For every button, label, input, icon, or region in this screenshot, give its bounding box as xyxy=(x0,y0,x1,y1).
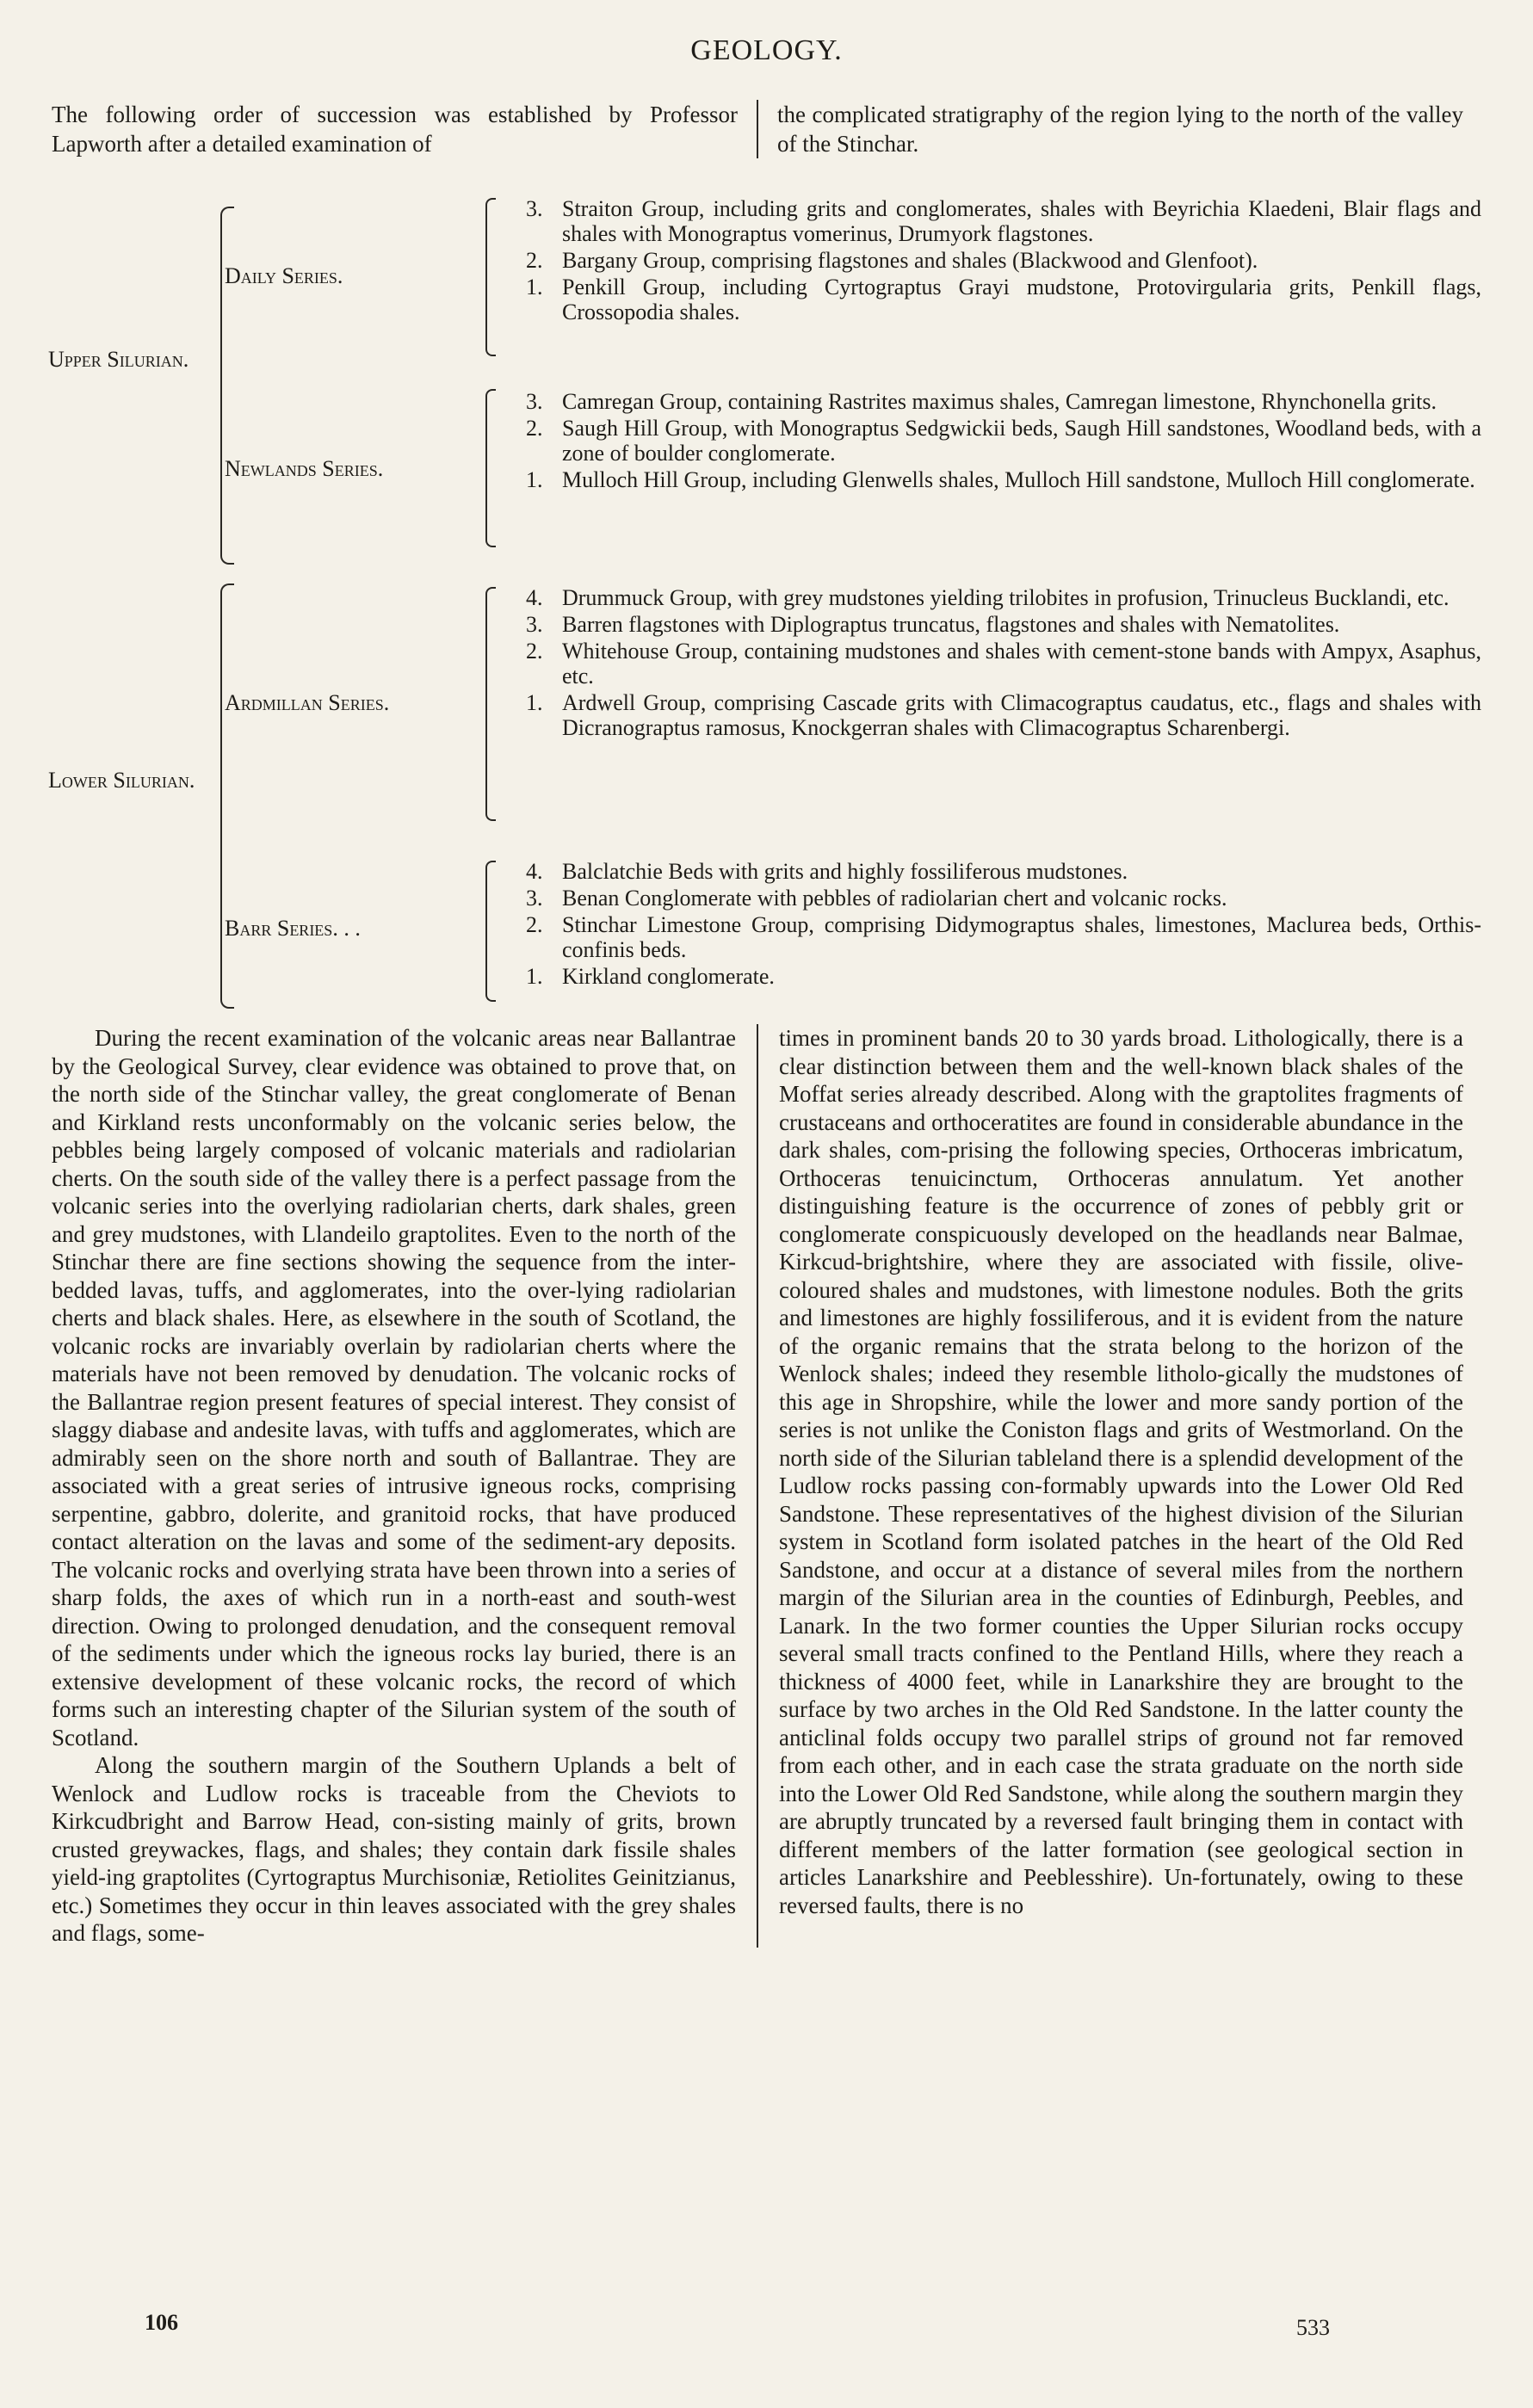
series-label-barr: Barr Series. . . xyxy=(225,916,361,941)
page-number-right: 533 xyxy=(1296,2315,1330,2340)
paragraph-continuation: times in prominent bands 20 to 30 yards broad. Lithologically, there is a clear distinction between them and the well-known black shales of the Moffat series already described. Along with the graptolites fragments of crustaceans and orthoceratites are found in considerable abundance in the dark shales, com-prising the following species, Orthoceras imbricatum, Orthoceras tenuicinctum, Orthoceras annulatum. Yet another distinguishing feature is the occurrence of zones of pebbly grit or conglomerate conspicuously developed on the headlands near Balmae, Kirkcud-brightshire, where they are associated with fissile, olive-coloured shales and mudstones, with limestone nodules. Both the grits and limestones are highly fossiliferous, and it is evident from the nature of the organic remains that the strata belong to the horizon of the Wenlock shales; indeed they resemble litholo-gically the mudstones of this age in Shropshire, while the lower and more sandy portion of the series is not unlike the Coniston flags and grits of Westmorland. On the north side of the Silurian tableland there is a splendid development of the Ludlow rocks passing con-formably upwards into the Lower Old Red Sandstone. These representatives of the highest division of the Silurian system in Scotland form isolated patches in the heart of the Old Red Sandstone, and occur at a distance of several miles from the northern margin of the Silurian area in the counties of Edinburgh, Peebles, and Lanark. In the two former counties the Upper Silurian rocks occupy several small tracts confined to the Pentland Hills, where they reach a thickness of 4000 feet, while in Lanarkshire they are brought to the surface by two arches in the Old Red Sandstone. In the latter county the anticlinal folds occupy two parallel strips of ground not far removed from each other, and in each case the strata graduate on the north side into the Lower Old Red Sandstone, while along the southern margin they are abruptly truncated by a reversed fault bringing them in contact with different members of the latter formation (see geological section in articles Lanarkshire and Peeblesshire). Un-fortunately, owing to these reversed faults, there is no xyxy=(779,1025,1463,1918)
entry-ardwell-group: 1. Ardwell Group, comprising Cascade grits with Climacograptus caudatus, etc., flags and shales with Dicranograptus ramosus, Knockgerran shales with Climacograptus Scharenbergi. xyxy=(526,690,1481,740)
entry-bargany-group: 2. Bargany Group, comprising flagstones and shales (Blackwood and Glenfoot). xyxy=(526,248,1258,273)
brace-ardmillan-series xyxy=(485,587,496,821)
entries-daily-series xyxy=(526,196,1481,326)
page-title: GEOLOGY. xyxy=(690,34,843,66)
succession-table xyxy=(48,189,1481,1016)
entry-kirkland-conglomerate: 1. Kirkland conglomerate. xyxy=(526,964,775,989)
entry-benan-conglomerate: 3. Benan Conglomerate with pebbles of radiolarian chert and volcanic rocks. xyxy=(526,886,1227,911)
intro-right-column: the complicated stratigraphy of the region lying to the north of the valley of the Stinchar. xyxy=(777,102,1463,157)
entry-whitehouse-group: 2. Whitehouse Group, containing mudstones and shales with cement-stone bands with Ampyx, Asaphus, etc. xyxy=(526,639,1481,688)
brace-lower-silurian xyxy=(220,583,234,1009)
entry-mulloch-hill-group: 1. Mulloch Hill Group, including Glenwells shales, Mulloch Hill sandstone, Mulloch Hill conglomerate. xyxy=(526,467,1475,492)
entries-ardmillan-series xyxy=(526,585,1481,742)
paragraph-ballantrae-volcanic: During the recent examination of the volcanic areas near Ballantrae by the Geological Survey, clear evidence was obtained to prove that, on the north side of the Stinchar valley, the great conglomerate of Benan and Kirkland rests unconformably on the volcanic series below, the pebbles being largely composed of volcanic materials and radiolarian cherts. On the south side of the valley there is a perfect passage from the volcanic series into the overlying radiolarian cherts, dark shales, green and grey mudstones, with Llandeilo graptolites. Even to the north of the Stinchar there are fine sections showing the sequence from the inter-bedded lavas, tuffs, and agglomerates, into the over-lying radiolarian cherts and black shales. Here, as elsewhere in the south of Scotland, the volcanic rocks are invariably overlain by radiolarian cherts where the materials have not been removed by denudation. The volcanic rocks of the Ballantrae region present features of special interest. They consist of slaggy diabase and andesite lavas, with tuffs and agglomerates, which are admirably seen on the shore north and south of Ballantrae. They are associated with a great series of intrusive igneous rocks, comprising serpentine, gabbro, dolerite, and granitoid rocks, that have produced contact alteration on the lavas and some of the sediment-ary deposits. The volcanic rocks and overlying strata have been thrown into a series of sharp folds, the axes of which run in a north-east and south-west direction. Owing to prolonged denudation, and the consequent removal of the sediments under which the igneous rocks lay buried, there is an extensive development of these volcanic rocks, the record of which forms such an interesting chapter of the Silurian system of the south of Scotland. xyxy=(52,1025,736,1750)
brace-daily-series xyxy=(485,198,496,356)
series-label-newlands: Newlands Series. xyxy=(225,456,384,481)
entry-camregan-group: 3. Camregan Group, containing Rastrites maximus shales, Camregan limestone, Rhynchonella grits. xyxy=(526,389,1437,414)
brace-barr-series xyxy=(485,861,496,1002)
body-text xyxy=(52,1024,1463,1948)
brace-newlands-series xyxy=(485,389,496,547)
paragraph-wenlock-ludlow: Along the southern margin of the Southern Uplands a belt of Wenlock and Ludlow rocks is traceable from the Cheviots to Kirkcudbright and Barrow Head, con-sisting mainly of grits, brown crusted greywackes, flags, and shales; they contain dark fissile shales yield-ing graptolites (Cyrtograptus Murchisoniæ, Retiolites Geinitzianus, etc.) Sometimes they occur in thin leaves associated with the grey shales and flags, some- xyxy=(52,1752,736,1946)
entry-penkill-group: 1. Penkill Group, including Cyrtograptus Grayi mudstone, Protovirgularia grits, Penkill flags, Crossopodia shales. xyxy=(526,275,1481,324)
entry-stinchar-limestone-group: 2. Stinchar Limestone Group, comprising Didymograptus shales, limestones, Maclurea beds, Orthis-confinis beds. xyxy=(526,912,1481,962)
group-label-upper-silurian: Upper Silurian. xyxy=(48,347,189,372)
intro-left-column: The following order of succession was established by Professor Lapworth after a detailed examination of xyxy=(52,100,758,158)
entry-balclatchie-beds: 4. Balclatchie Beds with grits and highly fossiliferous mudstones. xyxy=(526,859,1128,884)
series-label-ardmillan: Ardmillan Series. xyxy=(225,690,390,715)
series-label-daily: Daily Series. xyxy=(225,263,343,288)
body-right-column xyxy=(758,1024,1463,1948)
entries-barr-series xyxy=(526,859,1481,991)
body-left-column xyxy=(52,1024,758,1948)
entry-drummuck-group: 4. Drummuck Group, with grey mudstones yielding trilobites in profusion, Trinucleus Bucklandi, etc. xyxy=(526,585,1450,610)
entry-barren-flagstones: 3. Barren flagstones with Diplograptus truncatus, flagstones and shales with Nematolites. xyxy=(526,612,1340,637)
entry-straiton-group: 3. Straiton Group, including grits and conglomerates, shales with Beyrichia Klaedeni, Blair flags and shales with Monograptus vomerinus, Drumyork flagstones. xyxy=(526,196,1481,246)
group-label-lower-silurian: Lower Silurian. xyxy=(48,768,195,793)
entries-newlands-series xyxy=(526,389,1481,494)
brace-upper-silurian xyxy=(220,207,234,565)
entry-saugh-hill-group: 2. Saugh Hill Group, with Monograptus Sedgwickii beds, Saugh Hill sandstones, Woodland beds, with a zone of boulder conglomerate. xyxy=(526,416,1481,466)
intro-paragraph xyxy=(52,100,1463,158)
page-number-left: 106 xyxy=(145,2310,178,2335)
